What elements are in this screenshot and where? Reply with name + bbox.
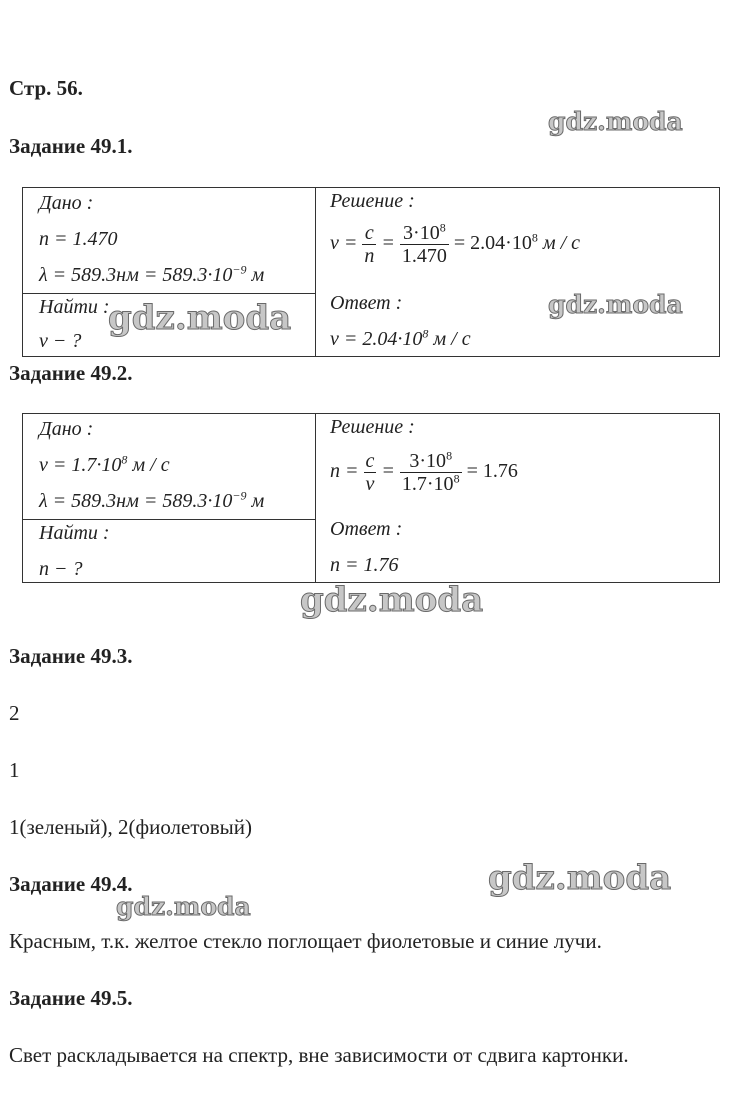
task-49-1-title: Задание 49.1. [9,134,133,158]
task-49-3-title: Задание 49.3. [9,644,133,668]
solution-formula: n = $\frac{c}{v}$ = $\frac{3\cdot 10^8}{1.7\cdot 10^8}$ = 1.76 [330,448,518,495]
find-label: Найти : [39,522,110,544]
answer-label: Ответ : [330,518,403,540]
task-49-5-answer: Свет раскладывается на спектр, вне зависимости от сдвига картонки. [9,1043,629,1067]
page-label: Стр. 56. [9,76,83,100]
answer-label: Ответ : [330,292,403,314]
find-n: n − ? [39,558,83,580]
watermark-logo: gdz.moda [548,290,683,319]
find-label: Найти : [39,296,110,318]
answer-value: $v = 2.04\cdot 10^8$ м / с [330,326,471,350]
watermark-logo: gdz.moda [548,107,683,136]
task-49-2-find-cell [23,520,316,583]
task-49-2-title: Задание 49.2. [9,361,133,385]
given-lambda: $\lambda = 589.3нм = 589.3\cdot 10^{-9}$ м [39,488,265,512]
task-49-4-title: Задание 49.4. [9,872,133,896]
watermark-logo: gdz.moda [116,892,251,921]
given-v: $v = 1.7\cdot 10^8$ м / с [39,452,170,476]
find-v: v − ? [39,330,82,352]
given-label: Дано : [39,418,94,440]
given-label: Дано : [39,192,94,214]
solution-label: Решение : [330,416,415,438]
watermark-logo: gdz.moda [108,298,292,338]
task-49-3-answer-3: 1(зеленый), 2(фиолетовый) [9,815,253,839]
task-49-4-answer: Красным, т.к. желтое стекло поглощает фиолетовые и синие лучи. [9,929,602,953]
solution-label: Решение : [330,190,415,212]
given-n: n = 1.470 [39,228,118,250]
task-49-1-given-cell [23,188,316,294]
given-lambda: $\lambda = 589.3нм = 589.3\cdot 10^{-9}$ м [39,262,265,286]
task-49-2-solution-cell [316,414,720,583]
task-49-2-table [22,413,720,583]
solution-formula: v = $\frac{c}{n}$ = $\frac{3\cdot 10^8}{1.470}$ = $2.04\cdot 10^8$ м / с [330,220,581,267]
watermark-logo: gdz.moda [488,858,672,898]
answer-value: n = 1.76 [330,554,399,576]
watermark-logo: gdz.moda [300,580,484,620]
task-49-1-solution-cell [316,188,720,357]
task-49-3-answer-2: 1 [9,758,20,782]
task-49-3-answer-1: 2 [9,701,20,725]
task-49-2-given-cell [23,414,316,520]
task-49-5-title: Задание 49.5. [9,986,133,1010]
